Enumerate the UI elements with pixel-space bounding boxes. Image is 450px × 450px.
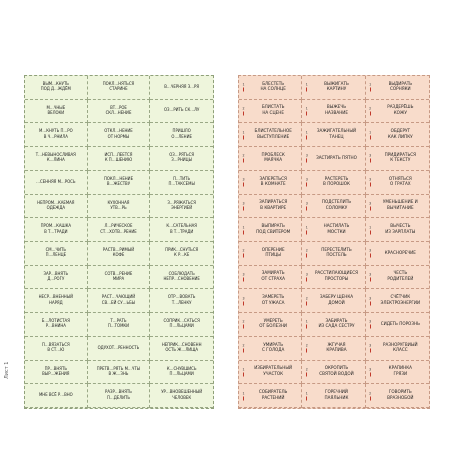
- right-card: [366, 100, 429, 124]
- left-card: НЕПРОМ…КАЕМАЯ ОДЕЖДА: [25, 195, 88, 219]
- left-card: ОЗ…РЯТЬСЯ З…РНИЦЫ: [150, 147, 213, 171]
- stress-mark-icon: [243, 230, 244, 234]
- card-text: УМЕНЬШЕНИЕ И ВЫЧИТАНИЕ: [382, 200, 418, 211]
- card-text: ВЫЧЕСТЬ ИЗ ЗАРПЛАТЫ: [385, 224, 416, 235]
- card-text: ЗАЖИГАТЕЛЬНЫЙ ТАНЕЦ: [316, 129, 357, 140]
- left-card: ЗАР…ВНЯТЬ Д…РОГУ: [25, 266, 88, 290]
- card-number-value: 1: [242, 367, 245, 372]
- stress-mark-icon: [243, 135, 244, 139]
- card-number: [304, 367, 309, 376]
- card-number-value: 1: [305, 82, 308, 87]
- stress-mark-icon: [306, 112, 307, 116]
- card-number-value: 3: [369, 272, 372, 277]
- right-card: [239, 313, 302, 337]
- card-text: ОТНЯТЬСЯ О ГРАТАХ: [388, 176, 412, 188]
- card-number-value: 3: [305, 177, 308, 182]
- card-text: ПОДСТЕЛИТЬ СОЛОМКУ: [321, 200, 352, 211]
- stress-mark-icon: [243, 372, 244, 376]
- card-number-value: 2: [305, 296, 308, 301]
- card-number: [304, 296, 309, 305]
- left-card: ИСП…ЛЕЕТСЯ К П…ШЕНИЮ: [88, 147, 151, 171]
- card-text: СОБИРАТЕЛЬ РАСТЕНИЙ: [258, 390, 288, 401]
- stress-mark-icon: [370, 396, 371, 400]
- right-card: [239, 289, 302, 313]
- left-card: В…ЧЕРНЯЯ З…РЯ: [150, 76, 213, 100]
- left-card: Б…ЛОТИСТАЯ Р…ВНИНА: [25, 313, 88, 337]
- stress-mark-icon: [243, 159, 244, 163]
- card-number: [304, 249, 309, 258]
- left-card: ОДУХОТ…РЕННОСТЬ: [88, 337, 151, 361]
- left-card: Т…РАТЬ П…ТОМКИ: [88, 313, 151, 337]
- right-card: [239, 384, 302, 408]
- card-text: ПЕРЕСТЕЛИТЬ ПОСТЕЛЬ: [321, 247, 352, 259]
- right-card: [366, 289, 429, 313]
- card-number-value: 1: [305, 391, 308, 396]
- card-number-value: 3: [242, 296, 245, 301]
- stress-mark-icon: [370, 349, 371, 353]
- card-number-value: 2: [369, 391, 372, 396]
- card-number: [368, 154, 373, 163]
- card-text: УМИРАТЬ С ГОЛОДА: [261, 342, 285, 354]
- card-number-value: 2: [242, 319, 245, 324]
- left-card-sheet: [24, 75, 214, 409]
- card-number-value: 3: [369, 319, 372, 324]
- card-number: [368, 201, 373, 210]
- left-card: ОТКЛ…НЕНИЕ ОТ НОРМЫ: [88, 123, 151, 147]
- right-card: [366, 337, 429, 361]
- card-text: ВЫПИРАТЬ ПОД СВИТЕРОМ: [256, 224, 291, 235]
- card-text: ЗАБЕРУ ЩЕНКА ДОМОЙ: [319, 295, 354, 306]
- left-card: КУХОННАЯ УТВ…РЬ: [88, 195, 151, 219]
- card-number: [241, 154, 246, 163]
- card-number-value: 3: [369, 153, 372, 158]
- card-number: [304, 225, 309, 234]
- left-card: П…ВЯЗАТЬСЯ В СТ…Ю: [25, 337, 88, 361]
- card-number: [304, 320, 309, 329]
- card-number: [241, 296, 246, 305]
- stress-mark-icon: [306, 372, 307, 376]
- card-number-value: 1: [369, 225, 372, 230]
- card-text: ПРОБЛЕСК МАЯЧКА: [261, 152, 285, 164]
- card-number: [304, 83, 309, 92]
- left-card: ПРЕТВ…РЯТЬ М…ЧТЫ В Ж…ЗНЬ: [88, 361, 151, 385]
- card-number-value: 1: [242, 391, 245, 396]
- left-card: НЕСР…ВНЕННЫЙ НАРЯД: [25, 289, 88, 313]
- left-card: …СЕННЯЯ М…РОСЬ: [25, 171, 88, 195]
- stress-mark-icon: [243, 183, 244, 187]
- right-card: [366, 266, 429, 290]
- card-text: ЗАМЕРЕТЬ ОТ УЖАСА: [261, 295, 285, 306]
- card-number: [368, 83, 373, 92]
- card-number: [368, 391, 373, 400]
- stress-mark-icon: [243, 325, 244, 329]
- right-card: [239, 195, 302, 219]
- right-card: [239, 171, 302, 195]
- card-text: РАССТИЛАЮЩИЕСЯ ПРОСТОРЫ: [314, 271, 359, 283]
- right-card: [302, 195, 365, 219]
- card-text: ЗАПЕРЕТЬСЯ В КОМНАТЕ: [259, 176, 287, 188]
- card-number-value: 2: [305, 367, 308, 372]
- card-number: [368, 367, 373, 376]
- stress-mark-icon: [370, 230, 371, 234]
- left-card: М…КНУТЬ П…РО В Ч…РНИЛА: [25, 123, 88, 147]
- left-card: ПРИШЛО О…ЛЕНИЕ: [150, 123, 213, 147]
- card-number: [368, 320, 373, 329]
- card-number: [368, 273, 373, 282]
- card-number: [241, 83, 246, 92]
- card-number: [368, 178, 373, 187]
- left-card: К…САТЕЛЬНАЯ В Т…ТРАДИ: [150, 218, 213, 242]
- card-number-value: 1: [305, 130, 308, 135]
- right-card: [239, 218, 302, 242]
- card-number-value: 3: [369, 177, 372, 182]
- card-number-value: 1: [305, 225, 308, 230]
- card-number-value: 2: [369, 106, 372, 111]
- page-label: Лист 1: [4, 361, 10, 379]
- card-number-value: 1: [369, 130, 372, 135]
- card-number: [241, 249, 246, 258]
- left-card: ВЫМ…КНУТЬ ПОД Д…ЖДЁМ: [25, 76, 88, 100]
- card-text: РАЗНОРУГВИЫЙ КЛАСС: [383, 342, 418, 354]
- card-text: ВЫЖЕЧЬ НАЗВАНИЕ: [324, 105, 349, 117]
- right-card: [366, 313, 429, 337]
- left-card: ОТР…ВОВАТЬ Т…ЛЕНКУ: [150, 289, 213, 313]
- card-number-value: 3: [369, 343, 372, 348]
- stress-mark-icon: [306, 349, 307, 353]
- stress-mark-icon: [306, 230, 307, 234]
- card-number-value: 3: [369, 367, 372, 372]
- card-number-value: 3: [242, 272, 245, 277]
- card-number-value: 3: [305, 153, 308, 158]
- stress-mark-icon: [306, 325, 307, 329]
- card-number-value: 3: [242, 177, 245, 182]
- stress-mark-icon: [370, 206, 371, 210]
- right-card: [302, 123, 365, 147]
- right-card: [302, 76, 365, 100]
- card-number: [241, 130, 246, 139]
- right-card: [366, 76, 429, 100]
- left-card: З…РЯЖАТЬСЯ ЭНЕРГИЕЙ: [150, 195, 213, 219]
- card-number: [368, 130, 373, 139]
- right-card: [239, 242, 302, 266]
- right-card: [366, 195, 429, 219]
- right-card: [239, 123, 302, 147]
- right-card: [366, 242, 429, 266]
- stress-mark-icon: [306, 135, 307, 139]
- stress-mark-icon: [243, 278, 244, 282]
- right-card: [366, 218, 429, 242]
- card-number-value: 2: [242, 343, 245, 348]
- card-text: ЗАПИРАТЬСЯ В КВАРТИРЕ: [259, 200, 288, 211]
- card-text: БЛИСТАТЬ НА СЦЕНЕ: [261, 105, 285, 117]
- left-card: ВТ…РОЕ СКЛ…НЕНИЕ: [88, 100, 151, 124]
- card-text: ЖГУЧАЯ КРАПИВА: [326, 342, 347, 354]
- stress-mark-icon: [243, 206, 244, 210]
- right-card: [239, 76, 302, 100]
- card-number: [241, 225, 246, 234]
- card-text: ОКРОПИТЬ СВЯТОЙ ВОДОЙ: [319, 366, 354, 377]
- stress-mark-icon: [306, 396, 307, 400]
- card-text: ГОВОРИТЬ ВРАЗНОБОЙ: [387, 390, 414, 401]
- right-card: [302, 218, 365, 242]
- card-text: КРАСНОРЕЧИЕ: [384, 250, 416, 256]
- right-card: [302, 361, 365, 385]
- card-text: СЧЁТЧИК ЭЛЕКТРОЭНЕРГИИ: [380, 295, 421, 306]
- card-number: [304, 107, 309, 116]
- card-number: [304, 273, 309, 282]
- card-number-value: 3: [369, 296, 372, 301]
- card-text: СИДЕТЬ ПОРОЗНЬ: [380, 321, 420, 327]
- card-number: [241, 273, 246, 282]
- stress-mark-icon: [306, 88, 307, 92]
- card-number: [241, 320, 246, 329]
- right-card: [239, 266, 302, 290]
- card-text: ВЫЖИГАТЬ КАРТИНУ: [324, 81, 349, 93]
- left-card: МНЕ ВСЁ Р…ВНО: [25, 384, 88, 408]
- right-card: [302, 147, 365, 171]
- right-card: [302, 289, 365, 313]
- right-card-sheet: [238, 75, 430, 409]
- stress-mark-icon: [306, 278, 307, 282]
- card-number-value: 1: [242, 225, 245, 230]
- card-number: [304, 391, 309, 400]
- left-card: ПРОМ…КАШКА В Т…ТРАДИ: [25, 218, 88, 242]
- card-number: [241, 367, 246, 376]
- card-number-value: 3: [305, 272, 308, 277]
- card-number: [241, 178, 246, 187]
- stress-mark-icon: [243, 88, 244, 92]
- card-text: ГОРЕЧНИЙ ПАЯЛЬНИК: [324, 390, 349, 401]
- right-card: [302, 266, 365, 290]
- stress-mark-icon: [370, 88, 371, 92]
- left-card: РАСТ…ЧАЮЩИЙ СВ…ЕЙ СУ…ЬБЫ: [88, 289, 151, 313]
- left-card: П…ТИТЬ П…ТАКСЕМЫ: [150, 171, 213, 195]
- stress-mark-icon: [370, 325, 371, 329]
- right-card: [239, 100, 302, 124]
- stress-mark-icon: [243, 112, 244, 116]
- right-card: [366, 147, 429, 171]
- stress-mark-icon: [370, 254, 371, 258]
- stress-mark-icon: [370, 135, 371, 139]
- card-number: [368, 225, 373, 234]
- card-text: БЛИСТАТЕЛЬНОЕ ВЫСТУПЛЕНИЕ: [254, 129, 292, 140]
- right-card: [366, 384, 429, 408]
- card-number-value: 2: [242, 106, 245, 111]
- left-card: К…СНУВШИСЬ П…ЛЬЦАМИ: [150, 361, 213, 385]
- card-number: [368, 344, 373, 353]
- card-text: ЗАМИРАТЬ ОТ СТРАХА: [261, 271, 285, 283]
- stress-mark-icon: [370, 372, 371, 376]
- left-card: ПОКЛ…НЯТЬСЯ СТАРИНЕ: [88, 76, 151, 100]
- card-text: УМЕРЕТЬ ОТ БОЛЕЗНИ: [259, 318, 288, 330]
- card-number: [304, 201, 309, 210]
- left-card: ПРИК…СНУТЬСЯ К Р…КЕ: [150, 242, 213, 266]
- stress-mark-icon: [370, 112, 371, 116]
- stress-mark-icon: [243, 254, 244, 258]
- right-card: [302, 313, 365, 337]
- left-card: УР…ВНОВЕШЕННЫЙ ЧЕЛОВЕК: [150, 384, 213, 408]
- left-card: ПР…ВНЯТЬ ВЫР…ЖЕНИЯ: [25, 361, 88, 385]
- right-card: [366, 123, 429, 147]
- card-number-value: 1: [242, 130, 245, 135]
- card-number: [241, 201, 246, 210]
- card-number-value: 2: [305, 343, 308, 348]
- card-number: [241, 107, 246, 116]
- card-number-value: 1: [242, 82, 245, 87]
- stress-mark-icon: [243, 396, 244, 400]
- card-number: [368, 249, 373, 258]
- left-card: М…ЧНЫЕ ВЕЛОКИ: [25, 100, 88, 124]
- stress-mark-icon: [370, 278, 371, 282]
- card-number-value: 2: [242, 248, 245, 253]
- card-number-value: 3: [369, 201, 372, 206]
- left-card: РАСТВ…РИМЫЙ КОФЕ: [88, 242, 151, 266]
- left-card: РАЗР…ВНЯТЬ П…ДЕЛИТЬ: [88, 384, 151, 408]
- card-number: [241, 344, 246, 353]
- card-text: РАСТЕРЕТЬ В ПОРОШОК: [323, 176, 350, 188]
- card-text: РАЗДЕРЁШЬ КОЖУ: [387, 105, 414, 117]
- card-number-value: 3: [305, 201, 308, 206]
- right-card: [302, 337, 365, 361]
- left-card: Л…РИЧЕСКОЕ СТ…ХОТВ…РЕНИЕ: [88, 218, 151, 242]
- card-number: [304, 344, 309, 353]
- card-number: [241, 391, 246, 400]
- card-number-value: 1: [369, 82, 372, 87]
- stress-mark-icon: [370, 183, 371, 187]
- stress-mark-icon: [243, 349, 244, 353]
- left-card: СОТВ…РЕНИЕ МИРА: [88, 266, 151, 290]
- right-card: [302, 171, 365, 195]
- stress-mark-icon: [370, 301, 371, 305]
- left-card: НЕПРИК…СНОВЕНН ОСТЬ Ж…ЛИЩА: [150, 337, 213, 361]
- right-card: [239, 361, 302, 385]
- card-text: ПРИДИРАТЬСЯ К ТЕКСТУ: [384, 152, 417, 164]
- card-text: ЧЕСТЬ РОДИТЕЛЕЙ: [387, 271, 414, 283]
- right-card: [302, 242, 365, 266]
- card-number: [368, 107, 373, 116]
- card-number: [304, 130, 309, 139]
- left-card: ОЗ…РИТЬ СК…ЛУ: [150, 100, 213, 124]
- right-card: [302, 100, 365, 124]
- stress-mark-icon: [370, 159, 371, 163]
- left-card: ПОКЛ…НЕНИЕ В…ЖЕСТВУ: [88, 171, 151, 195]
- right-card: [239, 147, 302, 171]
- left-card: СМ…ЧИТЬ П…ЛЕНЦЕ: [25, 242, 88, 266]
- card-text: ЗАБИРАТЬ ИЗ САДА СЕСТРУ: [318, 318, 355, 330]
- stress-mark-icon: [306, 254, 307, 258]
- stress-mark-icon: [306, 206, 307, 210]
- right-card: [302, 384, 365, 408]
- card-text: ИЗБИРАТЕЛЬНЫЙ УЧАСТОК: [254, 366, 293, 377]
- card-number: [304, 154, 309, 163]
- card-number: [304, 178, 309, 187]
- card-text: НАСТИЛАТЬ МОСТКИ: [323, 224, 350, 235]
- card-number-value: 2: [305, 248, 308, 253]
- stress-mark-icon: [306, 159, 307, 163]
- card-text: ОБДЕРУТ КАК ЛИПКУ: [387, 129, 413, 140]
- left-card: СОБЛЮДАТЬ НЕПР…СНОВЕНИЕ: [150, 266, 213, 290]
- right-card: [239, 337, 302, 361]
- stress-mark-icon: [306, 183, 307, 187]
- card-text: ВЫДИРАТЬ СОРНЯКИ: [388, 81, 413, 93]
- card-number-value: 1: [305, 106, 308, 111]
- card-text: ОПЕРЕНИЕ ПТИЦЫ: [261, 247, 285, 259]
- stress-mark-icon: [306, 301, 307, 305]
- card-number-value: 3: [242, 201, 245, 206]
- card-number-value: 3: [369, 248, 372, 253]
- card-text: БЛЕСТЕТЬ НА СОЛНЦЕ: [260, 81, 286, 93]
- right-card: [366, 171, 429, 195]
- card-text: КРАПИНКА ГРЯЗИ: [388, 366, 412, 377]
- stress-mark-icon: [243, 301, 244, 305]
- card-number-value: 1: [305, 319, 308, 324]
- card-number-value: 2: [242, 153, 245, 158]
- card-number: [368, 296, 373, 305]
- right-card: [366, 361, 429, 385]
- card-text: ЗАСТИРАТЬ ПЯТНО: [316, 155, 357, 161]
- left-card: СОПРИК…САТЬСЯ П…ЛЬЦАМИ: [150, 313, 213, 337]
- left-card: Т…НЕВЫНОСЛИВАЯ К…ЛИНА: [25, 147, 88, 171]
